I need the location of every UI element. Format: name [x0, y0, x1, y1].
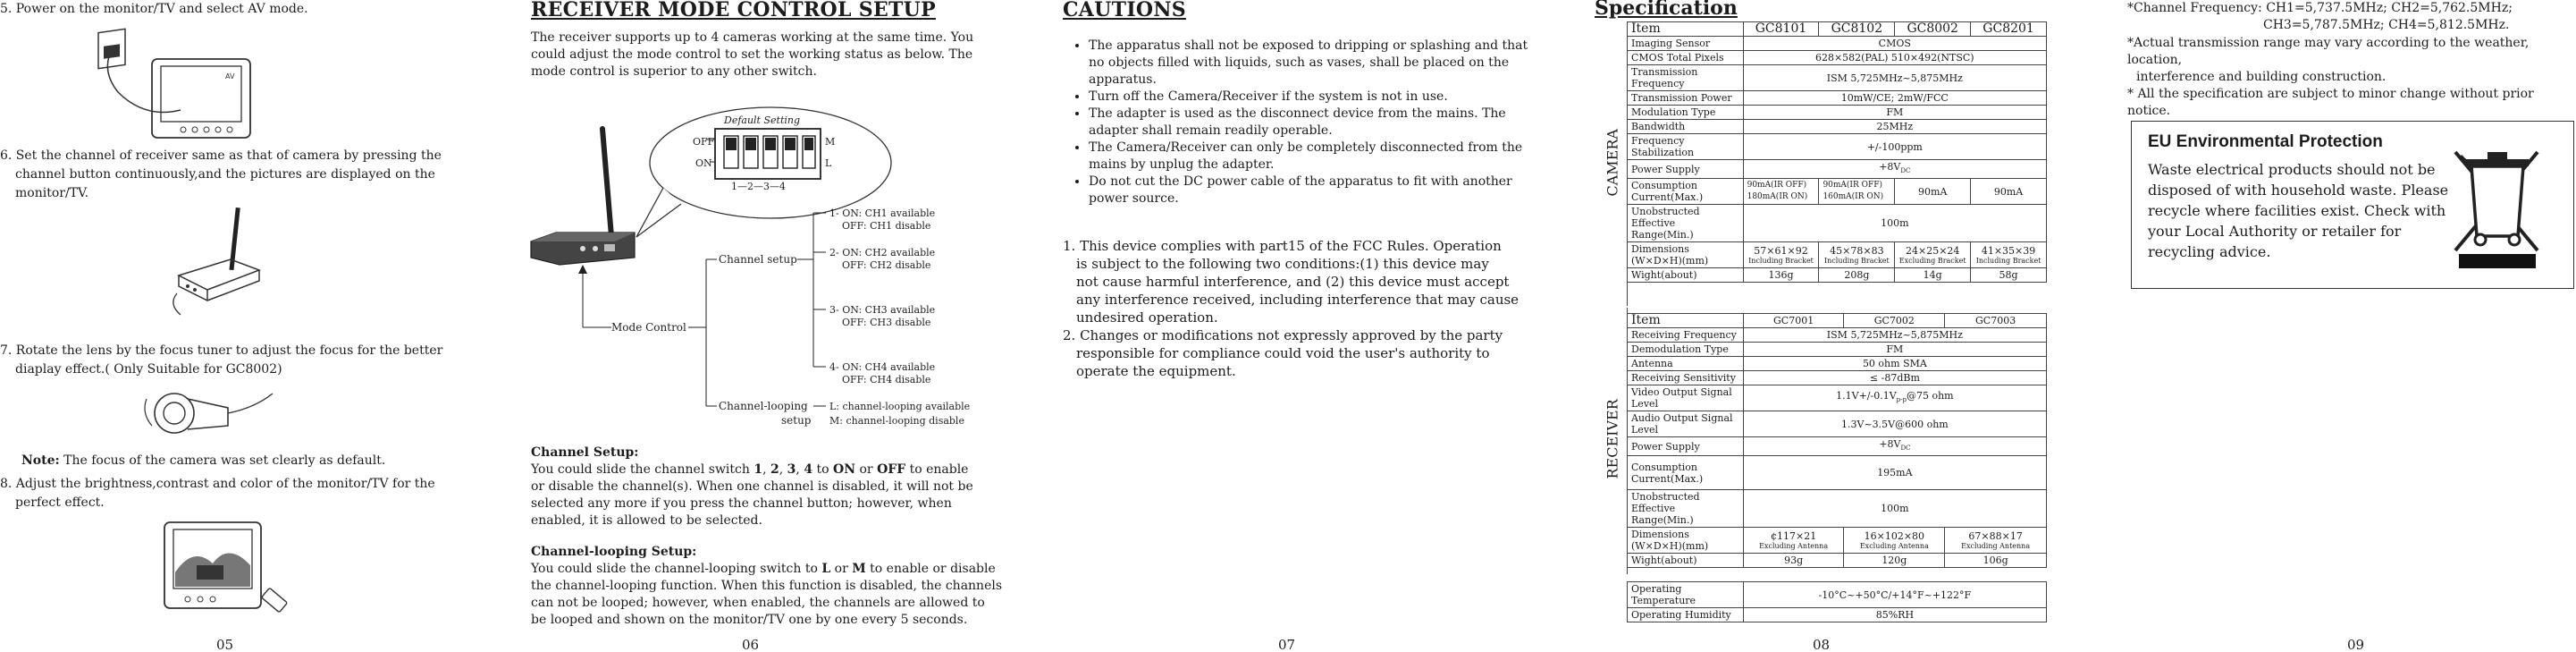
rec-consumption-l2: Current(Max.) [1631, 472, 1704, 485]
spec-value [1895, 242, 1971, 268]
spec-label [1628, 528, 1744, 554]
spec-value: 25MHz [1743, 120, 2046, 134]
rec-dim-l2: (W×D×H)(mm) [1631, 540, 1709, 553]
cs-num-1: 1 [753, 462, 763, 477]
monitor-av-label: AV [225, 72, 235, 80]
dim-8002: 24×25×24 [1905, 244, 1960, 257]
channel-looping-section [531, 544, 1002, 629]
video-tail: @75 ohm [1906, 389, 1954, 402]
step-8-line-1: 8. Adjust the brightness,contrast and color of the monitor/TV for the [0, 477, 435, 491]
spec-value: 1.3V~3.5V@600 ohm [1743, 411, 2046, 437]
caution-3-line-2: adapter shall remain readily operable. [1089, 123, 1333, 138]
consumption-l1: Consumption [1631, 180, 1697, 192]
note-2-line-2: interference and building construction. [2136, 70, 2387, 84]
cs-comma-2: , [779, 462, 787, 477]
l-label: L [825, 157, 832, 169]
receiver-side-label: RECEIVER [1604, 399, 1621, 479]
fcc-1-line-1: 1. This device complies with part15 of the FCC Rules. Operation [1063, 238, 1502, 254]
caution-2: • Turn off the Camera/Receiver if the system is not in use. [1089, 89, 1528, 106]
monitor-power-illustration [89, 25, 259, 150]
spec-value [1743, 437, 2046, 456]
page-06 [529, 0, 1030, 652]
spec-label: Wight(about) [1628, 554, 1744, 568]
spec-label: Bandwidth [1628, 120, 1744, 134]
table-row [1628, 37, 2047, 51]
table-row [1628, 65, 2047, 91]
cons-8102-b: 160mA(IR ON) [1823, 192, 1884, 202]
step-6-line-2: channel button continuously,and the pictures are displayed on the [15, 167, 435, 182]
spec-label: Receiving Frequency [1628, 328, 1744, 343]
rec-range-l1: Unobstructed Effective [1631, 491, 1700, 515]
table-row [1628, 120, 2047, 134]
caution-3-line-1: • The adapter is used as the disconnect device from the mains. The [1089, 106, 1506, 121]
note-text: The focus of the camera was set clearly as default. [59, 453, 386, 468]
note-1-line-2: CH3=5,787.5MHz; CH4=5,812.5MHz. [2263, 18, 2510, 32]
cs-line-1a: You could slide the channel switch [531, 462, 754, 477]
fcc-2-line-2: responsible for compliance could void the user's authority to [1076, 345, 1490, 361]
ch4-on: 4- ON: CH4 available [829, 361, 936, 373]
cs-line-2: or disable the channel(s). When one channel is disabled, it will not be [531, 479, 973, 494]
consumption-l2: Current(Max.) [1631, 191, 1704, 204]
default-setting-label: Default Setting [724, 114, 801, 126]
channel-setup-section [531, 445, 973, 529]
spec-value [1743, 385, 2046, 411]
cs-to: to [812, 462, 834, 477]
caution-1-line-2: no objects filled with liquids, such as vases, shall be placed on the [1089, 55, 1510, 70]
caution-1-line-1: • The apparatus shall not be exposed to dripping or splashing and that [1089, 38, 1528, 53]
excl-bracket: Excluding Bracket [1898, 256, 1966, 265]
spec-value: 10mW/CE; 2mW/FCC [1743, 91, 2046, 106]
eu-line-1: Waste electrical products should not be [2148, 161, 2436, 178]
spec-value: 100m [1743, 205, 2046, 242]
cam-header-gc8101: GC8101 [1743, 22, 1819, 37]
dim-7001: ¢117×21 [1771, 529, 1817, 542]
receiver-header-row [1628, 314, 2047, 328]
caution-4-line-2: mains by unplug the adapter. [1089, 157, 1275, 172]
dim-7002: 16×102×80 [1864, 529, 1925, 542]
ch3-off: OFF: CH3 disable [842, 317, 931, 328]
note-1-line-1: *Channel Frequency: CH1=5,737.5MHz; CH2=5,762.5MHz; [2127, 1, 2513, 15]
intro-line-2: could adjust the mode control to set the working status as below. The [531, 47, 973, 62]
cs-line-1 [531, 461, 973, 478]
table-row [1628, 268, 2047, 283]
incl-bracket: Including Bracket [1975, 256, 2041, 265]
table-row [1628, 528, 2047, 554]
channel-looping-setup-label: setup [781, 414, 812, 427]
fcc-statements [1063, 237, 1519, 380]
table-row [1628, 385, 2047, 411]
rec-header-gc7003: GC7003 [1945, 314, 2047, 328]
receiver-mode-title: RECEIVER MODE CONTROL SETUP [531, 0, 937, 21]
table-row [1628, 242, 2047, 268]
spec-value: ISM 5,725MHz~5,875MHz [1743, 65, 2046, 91]
dim-8101: 57×61×92 [1754, 244, 1808, 257]
excl-antenna: Excluding Antenna [1859, 541, 1929, 550]
step-6-line-1: 6. Set the channel of receiver same as that of camera by pressing the [0, 148, 442, 163]
cs-or: or [855, 462, 878, 477]
power-value: +8V [1879, 161, 1901, 173]
fcc-1-line-4: any interference received, including interference that may cause [1076, 292, 1520, 308]
eu-line-2: disposed of with household waste. Please [2148, 182, 2449, 199]
cautions-list [1065, 38, 1528, 207]
on-label: ON [695, 157, 712, 169]
table-row [1628, 582, 2047, 608]
switch-numbers: 1—2—3—4 [731, 181, 786, 192]
spec-value: 50 ohm SMA [1743, 357, 2046, 371]
spec-value [1819, 242, 1895, 268]
eu-line-3: recycle where facilities exist. Check with [2148, 202, 2446, 219]
table-row [1628, 437, 2047, 456]
rec-power-sub: DC [1900, 445, 1911, 453]
range-l1: Unobstructed Effective [1631, 206, 1700, 230]
loop-m-text: M: channel-looping disable [829, 415, 964, 427]
tv-remote-illustration [161, 519, 304, 619]
spec-value: 58g [1971, 268, 2047, 283]
rec-range-l2: Range(Min.) [1631, 514, 1694, 527]
spec-value [1844, 528, 1945, 554]
spec-value: -10°C~+50°C/+14°F~+122°F [1743, 582, 2046, 608]
table-row [1628, 608, 2047, 622]
cam-header-gc8002: GC8002 [1895, 22, 1971, 37]
table-row [1628, 328, 2047, 343]
spec-value: +/-100ppm [1743, 134, 2046, 160]
page-05 [0, 0, 501, 652]
table-row [1628, 554, 2047, 568]
cs-line-1b: to enable [905, 462, 969, 477]
power-sub: DC [1900, 167, 1911, 175]
cl-line-1a: You could slide the channel-looping switch to [531, 562, 822, 576]
spec-label: Transmission Frequency [1628, 65, 1744, 91]
caution-1-line-3: apparatus. [1089, 72, 1157, 87]
spec-label: Operating Temperature [1628, 582, 1744, 608]
specification-title: Specification [1595, 0, 1738, 20]
rec-power-value: +8V [1879, 438, 1901, 450]
caution-5-line-2: power source. [1089, 191, 1179, 206]
cam-header-gc8201: GC8201 [1971, 22, 2047, 37]
spec-label: Wight(about) [1628, 268, 1744, 283]
rec-dim-l1: Dimensions [1631, 529, 1689, 541]
receiver-illustration [161, 204, 268, 320]
spec-value [1743, 242, 1819, 268]
cs-num-4: 4 [804, 462, 813, 477]
spec-label [1628, 179, 1744, 205]
caution-1 [1089, 38, 1528, 89]
cl-line-1b: to enable or disable [865, 562, 996, 576]
spec-label: Imaging Sensor [1628, 37, 1744, 51]
caution-4-line-1: • The Camera/Receiver can only be completely disconnected from the [1089, 140, 1523, 155]
off-label: OFF [693, 136, 715, 148]
cs-off: OFF [877, 462, 906, 477]
table-row [1628, 205, 2047, 242]
page-number-09: 09 [2347, 637, 2365, 652]
rec-consumption-l1: Consumption [1631, 461, 1697, 473]
cl-or: or [830, 562, 853, 576]
spec-label [1628, 242, 1744, 268]
cons-8101-b: 180mA(IR ON) [1747, 192, 1808, 202]
eu-text [2148, 159, 2448, 262]
spec-value [1743, 160, 2046, 179]
cautions-title: CAUTIONS [1063, 0, 1186, 21]
rec-header-gc7002: GC7002 [1844, 314, 1945, 328]
spec-label: Antenna [1628, 357, 1744, 371]
spec-value: 100m [1743, 490, 2046, 528]
page-08 [1593, 0, 2058, 652]
cam-header-gc8102: GC8102 [1819, 22, 1895, 37]
spec-value: 90mA [1895, 179, 1971, 205]
ch1-off: OFF: CH1 disable [842, 220, 931, 232]
table-row [1628, 343, 2047, 357]
spec-value: ISM 5,725MHz~5,875MHz [1743, 328, 2046, 343]
caution-4 [1089, 140, 1528, 174]
fcc-1-line-3: not cause harmful interference, and (2) this device must accept [1076, 274, 1510, 290]
table-row [1628, 160, 2047, 179]
table-row [1628, 490, 2047, 528]
step-5: 5. Power on the monitor/TV and select AV mode. [0, 2, 308, 16]
mode-control-diagram [529, 98, 1030, 438]
table-row [1628, 179, 2047, 205]
page-09 [2126, 0, 2576, 652]
channel-looping-heading: Channel-looping Setup: [531, 545, 697, 559]
m-label: M [825, 136, 836, 148]
spec-value [1743, 179, 1819, 205]
table-row [1628, 106, 2047, 120]
caution-3 [1089, 106, 1528, 140]
spec-label: Power Supply [1628, 160, 1744, 179]
environment-spec-table [1627, 581, 2047, 622]
channel-setup-heading: Channel Setup: [531, 445, 639, 460]
spec-value: FM [1743, 106, 2046, 120]
spec-value: 136g [1743, 268, 1819, 283]
page-number-05: 05 [216, 637, 234, 652]
cons-8101-a: 90mA(IR OFF) [1747, 181, 1807, 191]
cl-line-3: can not be looped; however, when enabled, the channels are allowed to [531, 596, 985, 610]
excl-antenna: Excluding Antenna [1961, 541, 2031, 550]
note-label: Note: [21, 453, 60, 468]
spec-value: 14g [1895, 268, 1971, 283]
table-row [1628, 134, 2047, 160]
eu-line-4: your Local Authority or retailer for [2148, 223, 2402, 240]
spec-label: Audio Output Signal Level [1628, 411, 1744, 437]
spec-label: Power Supply [1628, 437, 1744, 456]
rec-header-item: Item [1628, 314, 1744, 328]
spec-label: Transmission Power [1628, 91, 1744, 106]
spec-value: 208g [1819, 268, 1895, 283]
cs-comma-3: , [796, 462, 804, 477]
spec-value: CMOS [1743, 37, 2046, 51]
fcc-2-line-1: 2. Changes or modifications not expressly approved by the party [1063, 327, 1503, 343]
cs-on: ON [833, 462, 856, 477]
camera-header-row [1628, 22, 2047, 37]
ch3-on: 3- ON: CH3 available [829, 304, 936, 316]
eu-environment-box [2131, 121, 2574, 289]
spec-value: 106g [1945, 554, 2047, 568]
spec-value [1819, 179, 1895, 205]
spec-value: FM [1743, 343, 2046, 357]
cs-num-3: 3 [787, 462, 796, 477]
cs-line-4: enabled, it is allowed to be selected. [531, 513, 762, 528]
ch1-on: 1- ON: CH1 available [829, 207, 936, 219]
dim-l2: (W×D×H)(mm) [1631, 255, 1709, 267]
spec-value: 85%RH [1743, 608, 2046, 622]
intro-line-3: mode control is superior to any other switch. [531, 64, 817, 79]
video-value: 1.1V+/-0.1V [1836, 389, 1897, 402]
excl-antenna: Excluding Antenna [1759, 541, 1829, 550]
step-8 [0, 475, 435, 512]
spec-label [1628, 456, 1744, 490]
dim-8201: 41×35×39 [1981, 244, 2036, 257]
ch4-off: OFF: CH4 disable [842, 374, 931, 385]
caution-5-line-1: • Do not cut the DC power cable of the apparatus to fit with another [1089, 174, 1512, 189]
note [21, 452, 385, 470]
spec-value [1743, 528, 1844, 554]
spec-label: Operating Humidity [1628, 608, 1744, 622]
camera-spec-table [1627, 21, 2047, 283]
cs-comma-1: , [762, 462, 770, 477]
note-2-line-1: *Actual transmission range may vary according to the weather, location, [2127, 36, 2530, 67]
cl-line-1 [531, 561, 1002, 578]
incl-bracket: Including Bracket [1823, 256, 1890, 265]
video-sub: p-p [1896, 396, 1907, 404]
step-7-line-2: diaplay effect.( Only Suitable for GC8002) [15, 362, 282, 377]
ch2-off: OFF: CH2 disable [842, 259, 931, 271]
step-6-line-3: monitor/TV. [15, 186, 89, 200]
table-row [1628, 357, 2047, 371]
spec-label: Receiving Sensitivity [1628, 371, 1744, 385]
spec-value [1945, 528, 2047, 554]
spec-label: CMOS Total Pixels [1628, 51, 1744, 65]
page-07 [1060, 0, 1561, 652]
range-l2: Range(Min.) [1631, 229, 1694, 241]
receiver-spec-table [1627, 313, 2047, 568]
page-number-06: 06 [742, 637, 760, 652]
weee-bin-icon [2448, 140, 2547, 270]
spec-label: Demodulation Type [1628, 343, 1744, 357]
spec-label [1628, 205, 1744, 242]
spec-value: ≤ -87dBm [1743, 371, 2046, 385]
table-row [1628, 456, 2047, 490]
table-row [1628, 371, 2047, 385]
caution-5 [1089, 174, 1528, 207]
page-number-07: 07 [1278, 637, 1296, 652]
mode-control-label: Mode Control [611, 321, 686, 334]
ch2-on: 2- ON: CH2 available [829, 247, 936, 258]
step-7-line-1: 7. Rotate the lens by the focus tuner to adjust the focus for the better [0, 343, 443, 358]
page-number-08: 08 [1813, 637, 1831, 652]
channel-setup-label: Channel setup [719, 253, 797, 266]
spec-label: Video Output Signal Level [1628, 385, 1744, 411]
cl-M: M [852, 562, 866, 576]
spec-value: 120g [1844, 554, 1945, 568]
cl-line-4: be looped and shown on the monitor/TV one by one every 5 seconds. [531, 613, 968, 627]
cons-8102-a: 90mA(IR OFF) [1823, 181, 1883, 191]
spec-value: 90mA [1971, 179, 2047, 205]
camera-side-label: CAMERA [1604, 129, 1621, 197]
channel-looping-label: Channel-looping [719, 400, 808, 412]
spec-notes [2127, 0, 2576, 120]
cs-num-2: 2 [770, 462, 779, 477]
intro-text [531, 30, 973, 80]
cl-L: L [821, 562, 831, 576]
table-row [1628, 51, 2047, 65]
spec-label [1628, 490, 1744, 528]
intro-line-1: The receiver supports up to 4 cameras working at the same time. You [531, 30, 974, 45]
fcc-1-line-5: undesired operation. [1076, 309, 1218, 326]
fcc-1-line-2: is subject to the following two conditions:(1) this device may [1076, 256, 1489, 272]
note-3: * All the specification are subject to minor change without prior notice. [2127, 87, 2534, 118]
eu-title: EU Environmental Protection [2148, 132, 2383, 151]
spec-value: 93g [1743, 554, 1844, 568]
rec-header-gc7001: GC7001 [1743, 314, 1844, 328]
dim-l1: Dimensions [1631, 243, 1689, 256]
step-8-line-2: perfect effect. [15, 495, 105, 510]
dim-8102: 45×78×83 [1830, 244, 1884, 257]
cam-header-item: Item [1628, 22, 1744, 37]
spec-label: Frequency Stabilization [1628, 134, 1744, 160]
table-row [1628, 91, 2047, 106]
spec-value: 195mA [1743, 456, 2046, 490]
cl-line-2: the channel-looping function. When this function is disabled, the channels [531, 579, 1003, 593]
fcc-2-line-3: operate the equipment. [1076, 363, 1236, 379]
eu-line-5: recycling advice. [2148, 243, 2271, 260]
spec-value: 628×582(PAL) 510×492(NTSC) [1743, 51, 2046, 65]
loop-l-text: L: channel-looping available [829, 401, 971, 412]
lens-focus-illustration [143, 381, 277, 442]
spec-label: Modulation Type [1628, 106, 1744, 120]
step-6 [0, 147, 442, 203]
incl-bracket: Including Bracket [1748, 256, 1814, 265]
spec-value [1971, 242, 2047, 268]
dim-7003: 67×88×17 [1968, 529, 2023, 542]
step-7 [0, 342, 442, 379]
table-row [1628, 411, 2047, 437]
cs-line-3: selected any more if you press the channel button; however, when [531, 496, 952, 511]
